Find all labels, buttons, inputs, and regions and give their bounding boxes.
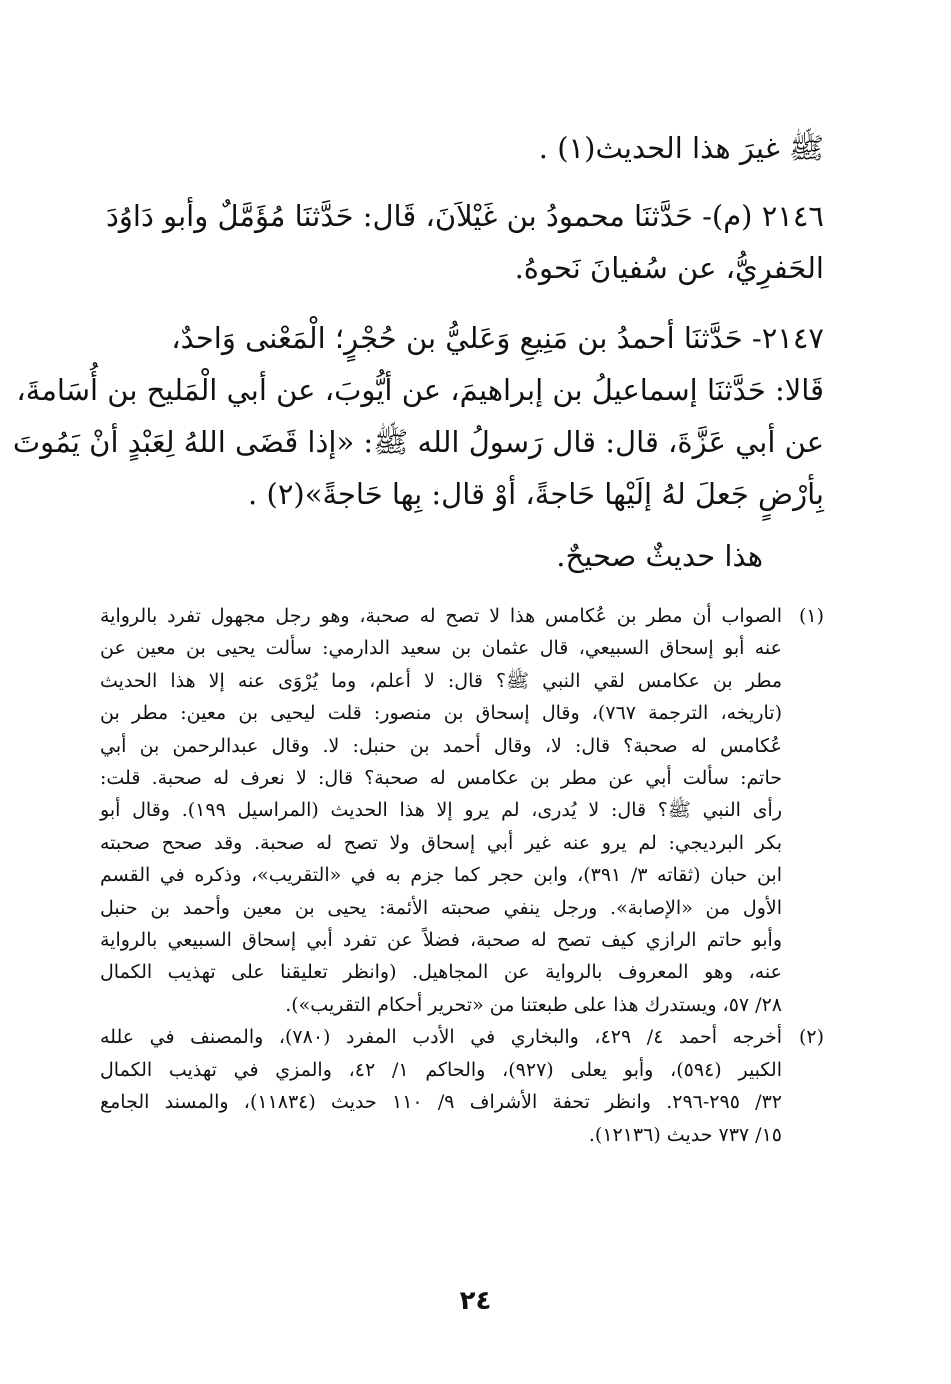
footnote-line: مطر بن عكامس لقي النبي ﷺ؟ قال: لا أعلم، وما يُرْوَى عنه إلا هذا الحديث xyxy=(100,669,782,692)
footnote-line: (تاريخه، الترجمة ٧٦٧)، وقال إسحاق بن منصور: قلت ليحيى بن معين: مطر بن xyxy=(100,702,782,725)
footnote-mark: (٢) xyxy=(798,1026,824,1049)
text-line: بِأرْضٍ جَعلَ لهُ إلَيْها حَاجةً، أوْ قال: بِها حَاجةً»(٢) . xyxy=(248,477,824,511)
footnote-line: الصواب أن مطر بن عُكامس هذا لا تصح له صحبة، وهو رجل مجهول تفرد بالرواية xyxy=(100,605,782,627)
intro-line xyxy=(100,122,824,174)
text-line: قَالا: حَدَّثنَا إسماعيلُ بن إبراهيمَ، عن أيُّوبَ، عن أبي الْمَليح بن أُسَامةَ، xyxy=(16,373,824,407)
footnote-line: ٣٢/ ٢٩٥-٢٩٦. وانظر تحفة الأشراف ٩/ ١١٠ حديث (١١٨٣٤)، والمسند الجامع xyxy=(100,1091,782,1114)
footnote-line: ١٥/ ٧٣٧ حديث (١٢١٣٦). xyxy=(588,1123,782,1146)
hadith-2146 xyxy=(100,190,824,294)
footnote-line: الكبير (٥٩٤)، وأبو يعلى (٩٢٧)، والحاكم ١/ ٤٢، والمزي في تهذيب الكمال xyxy=(100,1058,782,1081)
footnote-line: عنه أبو إسحاق السبيعي، قال عثمان بن سعيد الدارمي: سألت يحيى بن معين عن xyxy=(100,637,782,660)
footnote-line: بكر البرديجي: لم يرو عنه غير أبي إسحاق ولا تصح له صحبة. وقد صحح صحبته xyxy=(100,831,782,854)
footnote-line: ابن حبان (ثقاته ٣/ ٣٩١)، وابن حجر كما جزم به في «التقريب»، وذكره في القسم xyxy=(100,864,782,887)
hadith-2147-text xyxy=(12,312,824,520)
footnote-1 xyxy=(100,600,824,1021)
footnote-line: عُكامس له صحبة؟ قال: لا، وقال أحمد بن حنبل: لا. وقال عبدالرحمن بن أبي xyxy=(100,734,782,757)
text-line: عن أبي عَزَّةَ، قال: قال رَسولُ الله ﷺ: «إذا قَضَى اللهُ لِعَبْدٍ أنْ يَمُوتَ xyxy=(12,425,824,459)
footnote-line: أخرجه أحمد ٤/ ٤٢٩، والبخاري في الأدب المفرد (٧٨٠)، والمصنف في علله xyxy=(100,1026,782,1049)
footnote-line: حاتم: سألت أبي عن مطر بن عكامس له صحبة؟ قال: لا نعرف له صحبة. قلت: xyxy=(100,767,782,790)
footnote-2 xyxy=(100,1021,824,1151)
footnote-mark: (١) xyxy=(798,605,824,627)
hadith-verdict xyxy=(556,530,763,582)
page-number: ٢٤ xyxy=(459,1286,492,1316)
text-line: ٢١٤٦ (م)- حَدَّثنَا محمودُ بن غَيْلاَنَ، قَال: حَدَّثنَا مُؤَمَّلٌ وأبو دَاوُدَ xyxy=(106,199,824,233)
text-line: ٢١٤٧- حَدَّثنَا أحمدُ بن مَنِيعِ وَعَليُّ بن حُجْرٍ؛ الْمَعْنى وَاحدٌ، xyxy=(171,321,824,355)
footnote-line: ٢٨/ ٥٧، ويستدرك هذا على طبعتنا من «تحرير أحكام التقريب»). xyxy=(285,993,782,1016)
footnote-line: رأى النبي ﷺ؟ قال: لا يُدرى، لم يرو إلا هذا الحديث (المراسيل ١٩٩). وقال أبو xyxy=(100,799,783,822)
footnote-line: عنه، وهو المعروف بالرواية عن المجاهيل. (وانظر تعليقنا على تهذيب الكمال xyxy=(100,961,782,984)
intro-text: ﷺ غيرَ هذا الحديث(١) . xyxy=(538,131,824,165)
hadith-2147 xyxy=(12,312,824,520)
footnote-body xyxy=(100,1021,782,1151)
footnotes xyxy=(100,600,824,1151)
footnote-line: وأبو حاتم الرازي كيف تصح له صحبة، فضلاً عن تفرد أبي إسحاق السبيعي بالرواية xyxy=(100,929,782,952)
hadith-2146-text xyxy=(100,190,824,294)
text-line: الحَفرِيُّ، عن سُفيانَ نَحوهُ. xyxy=(514,251,824,285)
verdict-text: هذا حديثٌ صحيحٌ. xyxy=(556,539,763,573)
footnote-body xyxy=(100,600,782,1021)
footnote-line: الأول من «الإصابة». ورجل ينفي صحبته الأئمة: يحيى بن معين وأحمد بن حنبل xyxy=(100,896,782,919)
